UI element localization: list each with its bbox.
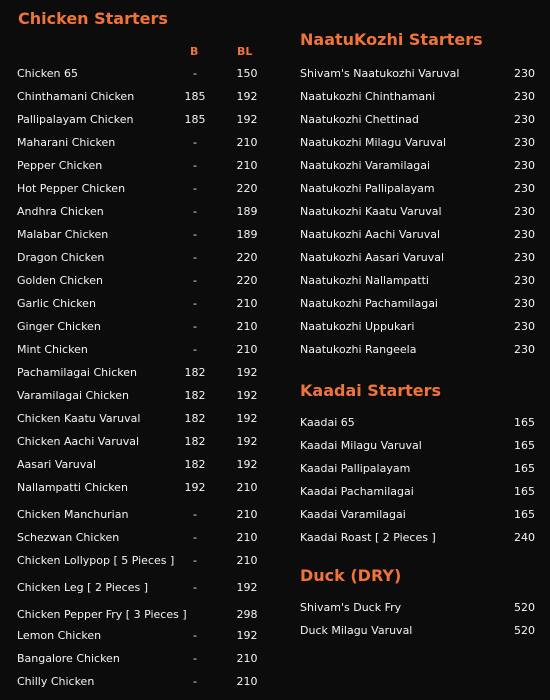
item-name: Naatukozhi Chettinad [300,113,419,126]
list-item [17,295,275,313]
list-item [17,157,275,175]
item-price-b: - [193,531,197,544]
item-name: Naatukozhi Uppukari [300,320,415,333]
item-price-b: 185 [184,90,206,103]
item-name: Pallipalayam Chicken [17,113,134,126]
item-name: Shivam's Duck Fry [300,601,402,614]
item-price-b: - [193,205,197,218]
list-item [17,506,275,524]
item-price-b: - [193,343,197,356]
item-name: Golden Chicken [17,274,104,287]
item-price-bl: 210 [236,297,258,310]
item-price: 230 [514,67,535,80]
item-price: 230 [514,251,535,264]
list-item [17,111,275,129]
item-price-b: 192 [184,481,206,494]
list-item [17,579,275,597]
item-name: Kaadai Pachamilagai [300,485,414,498]
section-title: Chicken Starters [18,9,168,28]
list-item [17,650,275,668]
item-price-b: - [193,67,197,80]
item-price-b: - [193,251,197,264]
item-name: Kaadai Varamilagai [300,508,406,521]
item-price-b: 182 [184,389,206,402]
item-price-b: - [193,629,197,642]
list-item [300,341,540,359]
item-price-bl: 192 [236,581,258,594]
list-item [17,456,275,474]
list-item [300,599,540,617]
item-name: Bangalore Chicken [17,652,120,665]
item-name: Chicken 65 [17,67,78,80]
list-item [300,483,540,501]
list-item [17,341,275,359]
item-price-b: 182 [184,458,206,471]
list-item [300,111,540,129]
item-price-bl: 150 [236,67,258,80]
list-item [17,552,275,570]
item-name: Naatukozhi Pallipalayam [300,182,435,195]
list-item [300,88,540,106]
item-name: Naatukozhi Aachi Varuval [300,228,441,241]
list-item [17,410,275,428]
item-price-b: 182 [184,412,206,425]
item-price: 230 [514,159,535,172]
item-price: 165 [514,462,535,475]
list-item [17,673,275,691]
item-name: Chicken Lollypop [ 5 Pieces ] [17,554,175,567]
item-name: Mint Chicken [17,343,88,356]
item-price-bl: 210 [236,508,258,521]
list-item [17,627,275,645]
item-price-b: - [193,136,197,149]
item-price-b: - [193,274,197,287]
naatukozhi-title: NaatuKozhi Starters [300,30,483,49]
item-price-bl: 192 [236,458,258,471]
item-price: 230 [514,205,535,218]
item-name: Kaadai Roast [ 2 Pieces ] [300,531,436,544]
list-item [300,157,540,175]
list-item [17,364,275,382]
item-name: Naatukozhi Aasari Varuval [300,251,445,264]
item-name: Shivam's Naatukozhi Varuval [300,67,460,80]
item-name: Chinthamani Chicken [17,90,135,103]
item-price-b: - [193,675,197,688]
kaadai-title: Kaadai Starters [300,381,442,400]
item-price-bl: 298 [236,608,258,621]
list-item [17,606,275,624]
item-name: Kaadai Pallipalayam [300,462,411,475]
item-price-b: - [193,581,197,594]
item-price: 240 [514,531,535,544]
list-item [17,272,275,290]
item-name: Kaadai Milagu Varuval [300,439,422,452]
item-price-bl: 210 [236,652,258,665]
item-name: Maharani Chicken [17,136,116,149]
item-price-bl: 192 [236,629,258,642]
item-price: 165 [514,508,535,521]
item-price: 165 [514,485,535,498]
item-name: Naatukozhi Milagu Varuval [300,136,447,149]
item-price: 520 [514,624,535,637]
item-price: 230 [514,297,535,310]
item-price-bl: 192 [236,389,258,402]
item-price: 230 [514,136,535,149]
item-price-b: - [193,159,197,172]
list-item [300,318,540,336]
item-price-bl: 210 [236,481,258,494]
list-item [300,414,540,432]
item-name: Hot Pepper Chicken [17,182,126,195]
item-price-bl: 189 [236,205,258,218]
item-price-b: 185 [184,113,206,126]
item-name: Naatukozhi Nallampatti [300,274,429,287]
item-price-b: - [193,228,197,241]
item-price-b: - [193,508,197,521]
item-price: 520 [514,601,535,614]
list-item [300,506,540,524]
list-item [17,65,275,83]
item-price-bl: 210 [236,675,258,688]
item-price-b: - [193,652,197,665]
list-item [300,180,540,198]
item-price-b: - [193,554,197,567]
item-price: 230 [514,228,535,241]
list-item [300,529,540,547]
list-item [300,437,540,455]
item-name: Lemon Chicken [17,629,102,642]
item-price-bl: 210 [236,320,258,333]
item-price-bl: 192 [236,90,258,103]
column-header-bl: BL [237,45,253,58]
item-name: Nallampatti Chicken [17,481,128,494]
list-item [17,88,275,106]
list-item [17,479,275,497]
item-price-bl: 220 [236,274,258,287]
column-header-b: B [190,45,199,58]
list-item [300,460,540,478]
list-item [300,622,540,640]
item-name: Naatukozhi Kaatu Varuval [300,205,442,218]
list-item [17,433,275,451]
item-name: Naatukozhi Pachamilagai [300,297,438,310]
list-item [17,134,275,152]
item-name: Naatukozhi Varamilagai [300,159,431,172]
item-name: Schezwan Chicken [17,531,120,544]
list-item [17,249,275,267]
item-name: Andhra Chicken [17,205,104,218]
list-item [17,387,275,405]
item-price: 165 [514,416,535,429]
item-price: 230 [514,343,535,356]
list-item [17,318,275,336]
item-price-bl: 210 [236,531,258,544]
item-name: Kaadai 65 [300,416,355,429]
item-price-bl: 210 [236,159,258,172]
item-name: Naatukozhi Chinthamani [300,90,436,103]
item-name: Chicken Pepper Fry [ 3 Pieces ] [17,608,187,621]
item-name: Chicken Aachi Varuval [17,435,140,448]
item-price-b: - [193,182,197,195]
list-item [17,203,275,221]
item-name: Dragon Chicken [17,251,105,264]
item-name: Varamilagai Chicken [17,389,129,402]
list-item [300,226,540,244]
list-item [300,295,540,313]
item-name: Malabar Chicken [17,228,109,241]
item-price-bl: 192 [236,366,258,379]
list-item [17,180,275,198]
item-price-b: 182 [184,366,206,379]
item-price: 230 [514,274,535,287]
duck-title: Duck (DRY) [300,566,402,585]
list-item [300,272,540,290]
list-item [17,529,275,547]
item-name: Pachamilagai Chicken [17,366,137,379]
item-name: Chicken Manchurian [17,508,129,521]
item-price: 230 [514,90,535,103]
item-name: Duck Milagu Varuval [300,624,413,637]
item-price-bl: 192 [236,435,258,448]
item-price: 230 [514,113,535,126]
item-name: Pepper Chicken [17,159,103,172]
list-item [17,226,275,244]
item-price-bl: 220 [236,182,258,195]
item-price-bl: 210 [236,136,258,149]
item-price-bl: 220 [236,251,258,264]
item-name: Garlic Chicken [17,297,96,310]
item-price-bl: 210 [236,554,258,567]
list-item [300,203,540,221]
item-name: Ginger Chicken [17,320,101,333]
item-name: Aasari Varuval [17,458,97,471]
item-price: 230 [514,320,535,333]
item-price: 165 [514,439,535,452]
list-item [300,249,540,267]
item-price-b: - [193,320,197,333]
item-name: Chilly Chicken [17,675,95,688]
item-price-bl: 210 [236,343,258,356]
item-price-b: - [193,297,197,310]
item-price-bl: 192 [236,113,258,126]
item-price-b: 182 [184,435,206,448]
item-name: Chicken Kaatu Varuval [17,412,141,425]
item-price: 230 [514,182,535,195]
list-item [300,65,540,83]
item-name: Chicken Leg [ 2 Pieces ] [17,581,148,594]
list-item [300,134,540,152]
item-name: Naatukozhi Rangeela [300,343,417,356]
item-price-bl: 189 [236,228,258,241]
item-price-bl: 192 [236,412,258,425]
